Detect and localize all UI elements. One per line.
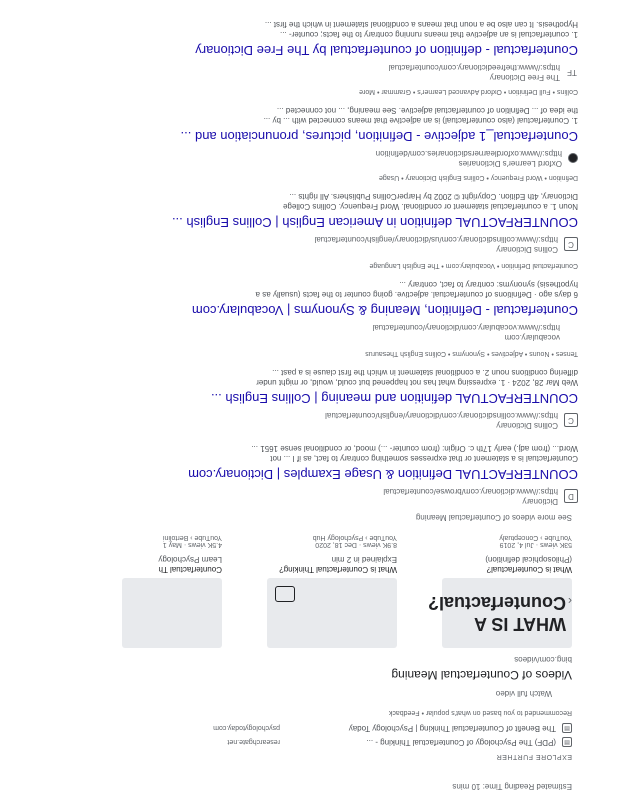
result-site: The Free Dictionary xyxy=(489,73,560,82)
result-site: Oxford Learner's Dictionaries xyxy=(458,159,562,168)
result-site: vocabulary.com xyxy=(504,333,560,342)
result-url[interactable]: https://www.dictionary.com/browse/counterfactual xyxy=(383,487,558,496)
site-favicon: C xyxy=(564,237,578,251)
site-favicon: C xyxy=(564,413,578,427)
result-snippet: hypothesis) synonyms: contrary to fact, contrary ... xyxy=(399,280,578,289)
result-title[interactable]: COUNTERFACTUAL Definition & Usage Examples | Dictionary.com xyxy=(188,467,578,482)
further-link[interactable]: ▤ The Benefit of Counterfactual Thinking | Psychology Today psychologytoday.com xyxy=(52,723,572,733)
result-url[interactable]: https://www.collinsdictionary.com/us/dictionary/english/counterfactual xyxy=(314,235,558,244)
result-snippet: Word... (from adj.) early 17th c. Origin: (from counter- ...) mood, or conditional sense 1651 ... xyxy=(251,444,578,453)
video-card[interactable]: Counterfactual Th Learn Psychology 4.5K views · May 1 YouTube › Bertolini xyxy=(92,534,222,648)
result-url[interactable]: https://www.vocabulary.com/dictionary/counterfactual xyxy=(372,323,560,332)
result-site: Collins Dictionary xyxy=(496,245,558,254)
result-snippet: 1. Counterfactual (also counterfactual) is an adjective that means connected with ... by ... xyxy=(263,116,578,125)
result-url[interactable]: https://www.thefreedictionary.com/counterfactual xyxy=(388,63,560,72)
video-card[interactable]: What is Counterfactual Thinking? Explained in 2 min 8.9K views · Dec 18, 2020 YouTube › Psychology Hub xyxy=(247,534,397,648)
recommended-note: Recommended to you based on what's popular • Feedback xyxy=(388,709,572,716)
result-snippet: Web Mar 28, 2024 · 1. expressing what has not happened but could, would, or might under xyxy=(256,378,578,387)
video-watch-more[interactable]: Watch full video xyxy=(495,689,552,698)
see-more-videos[interactable]: See more videos of Counterfactual Meaning xyxy=(415,513,572,522)
video-thumbnail[interactable] xyxy=(267,578,397,648)
site-favicon: D xyxy=(564,489,578,503)
result-site: Collins Dictionary xyxy=(496,421,558,430)
search-result xyxy=(58,88,578,168)
result-title[interactable]: COUNTERFACTUAL definition in American English | Collins English ... xyxy=(171,215,578,230)
result-snippet: 6 days ago · Definitions of counterfactual. adjective. going counter to the facts (usually as a xyxy=(255,290,578,299)
result-site: Dictionary xyxy=(522,497,558,506)
result-title[interactable]: Counterfactual_1 adjective - Definition, pictures, pronunciation and ... xyxy=(180,129,578,144)
search-result xyxy=(58,19,578,82)
result-snippet: Hypothesis. It can also be a noun that means a conditional statement in which the first ... xyxy=(264,20,578,29)
result-title[interactable]: Counterfactual - definition of counterfactual by The Free Dictionary xyxy=(195,43,578,58)
site-favicon xyxy=(568,153,578,163)
result-snippet: 1. counterfactual is an adjective that means running contrary to the facts; counter- ... xyxy=(280,30,578,39)
video-thumbnail[interactable]: WHAT IS A Counterfactual? xyxy=(442,578,572,648)
result-deep-links[interactable]: Tenses • Nouns • Adjectives • Synonyms • Collins English Thesaurus xyxy=(365,350,578,357)
site-favicon: TF xyxy=(567,68,577,77)
video-carousel xyxy=(32,528,572,648)
document-icon: ▤ xyxy=(562,737,572,747)
result-title[interactable]: COUNTERFACTUAL definition and meaning | Collins English ... xyxy=(210,391,578,406)
search-result xyxy=(58,262,578,342)
videos-source[interactable]: bing.com/videos xyxy=(514,655,572,664)
videos-heading: Videos of Counterfactual Meaning xyxy=(391,668,572,682)
result-snippet: Dictionary, 4th Edition. Copyright © 2002 by HarperCollins Publishers. All rights ... xyxy=(289,192,578,201)
result-deep-links[interactable]: Definition • Word Frequency • Collins English Dictionary • Usage xyxy=(378,174,578,181)
search-result xyxy=(58,350,578,430)
chevron-left-icon[interactable]: ‹ xyxy=(568,594,572,608)
further-link[interactable]: ▤ (PDF) The Psychology of Counterfactual Thinking - ... researchgate.net xyxy=(52,737,572,747)
video-thumbnail[interactable] xyxy=(122,578,222,648)
explore-further-heading: EXPLORE FURTHER xyxy=(496,753,572,760)
document-icon: ▤ xyxy=(562,723,572,733)
video-card[interactable]: WHAT IS A Counterfactual? What is Counterfactual? (Philosophical definition) 53K views · Jul 4, 2019 YouTube › Conceptualy xyxy=(422,534,572,648)
result-url[interactable]: https://www.oxfordlearnersdictionaries.com/definition xyxy=(375,149,562,158)
result-snippet: Noun 1. a counterfactual statement or conditional. Word Frequency. Collins College xyxy=(283,202,578,211)
reading-time: Estimated Reading Time: 10 mins xyxy=(452,782,572,791)
result-title[interactable]: Counterfactual - Definition, Meaning & Synonyms | Vocabulary.com xyxy=(191,303,578,318)
search-result xyxy=(58,174,578,254)
result-deep-links[interactable]: Collins • Full Definition • Oxford Advanced Learner's • Grammar • More xyxy=(359,88,578,95)
result-snippet: the idea of ... Definition of counterfactual adjective. See meaning, ... not connected ... xyxy=(276,106,578,115)
result-url[interactable]: https://www.collinsdictionary.com/dictionary/english/counterfactual xyxy=(325,411,558,420)
search-result xyxy=(58,443,578,506)
play-icon xyxy=(275,586,295,602)
result-deep-links[interactable]: Counterfactual Definition • Vocabulary.com • The English Language xyxy=(369,262,578,269)
result-snippet: differing conditions noun 2. a conditional statement in which the first clause is a past ... xyxy=(272,368,578,377)
result-snippet: Counterfactual is a statement or that expresses something contrary to fact, as if I ... not xyxy=(270,454,578,463)
